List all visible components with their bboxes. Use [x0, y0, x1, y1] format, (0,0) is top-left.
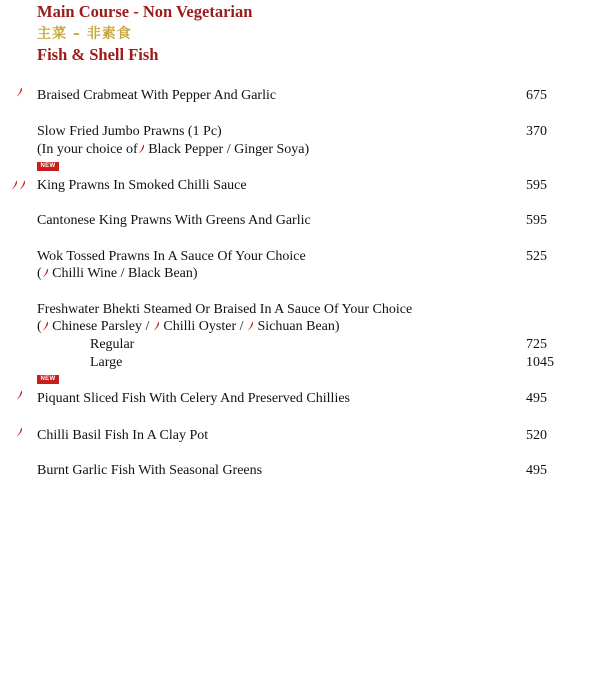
menu-item-note — [37, 318, 340, 335]
menu-item-name: Wok Tossed Prawns In A Sauce Of Your Choice — [37, 249, 306, 264]
menu-item-price: 370 — [526, 124, 547, 139]
menu-item-name: Slow Fried Jumbo Prawns (1 Pc) — [37, 124, 222, 139]
menu-item-name: Freshwater Bhekti Steamed Or Braised In A Sauce Of Your Choice — [37, 302, 413, 317]
menu-item-price: 595 — [526, 178, 547, 193]
new-badge: NEW — [37, 162, 59, 171]
section-title: Fish & Shell Fish — [37, 45, 159, 64]
menu-item-name: Burnt Garlic Fish With Seasonal Greens — [37, 463, 263, 478]
menu-item-note — [37, 141, 309, 158]
chilli-icon — [42, 321, 49, 331]
menu-item-price: 675 — [526, 88, 547, 103]
note-option: Chilli Wine / Black Bean) — [52, 266, 198, 281]
note-prefix: (In your choice of — [37, 142, 138, 157]
chilli-icon — [138, 144, 145, 154]
menu-item-name: Braised Crabmeat With Pepper And Garlic — [37, 88, 277, 103]
menu-item-name: Piquant Sliced Fish With Celery And Preserved Chillies — [37, 391, 350, 406]
note-option: Chilli Oyster / — [163, 319, 244, 334]
note-prefix: ( — [37, 319, 42, 334]
chilli-icon — [16, 87, 23, 97]
chilli-icon — [153, 321, 160, 331]
new-badge: NEW — [37, 375, 59, 384]
size-price: 1045 — [526, 355, 554, 370]
page-title-chinese: 主菜 – 非素食 — [37, 26, 132, 42]
size-label: Large — [90, 355, 123, 370]
menu-item-price: 525 — [526, 249, 547, 264]
chilli-icon — [42, 268, 49, 278]
note-prefix: ( — [37, 266, 42, 281]
page-title: Main Course - Non Vegetarian — [37, 2, 253, 21]
note-option: Black Pepper / Ginger Soya) — [148, 142, 310, 157]
size-label: Regular — [90, 337, 135, 352]
menu-item-price: 495 — [526, 391, 547, 406]
menu-item-price: 495 — [526, 463, 547, 478]
menu-item-name: Cantonese King Prawns With Greens And Garlic — [37, 213, 311, 228]
menu-item-name: Chilli Basil Fish In A Clay Pot — [37, 428, 209, 443]
menu-item-price: 520 — [526, 428, 547, 443]
size-price: 725 — [526, 337, 547, 352]
note-option: Sichuan Bean) — [257, 319, 340, 334]
chilli-icon — [16, 427, 23, 437]
menu-item-price: 595 — [526, 213, 547, 228]
double-chilli-icon — [11, 177, 26, 195]
menu-item-name: King Prawns In Smoked Chilli Sauce — [37, 178, 247, 193]
chilli-icon — [16, 390, 23, 400]
note-option: Chinese Parsley / — [52, 319, 150, 334]
chilli-icon — [247, 321, 254, 331]
menu-item-note — [37, 265, 198, 282]
